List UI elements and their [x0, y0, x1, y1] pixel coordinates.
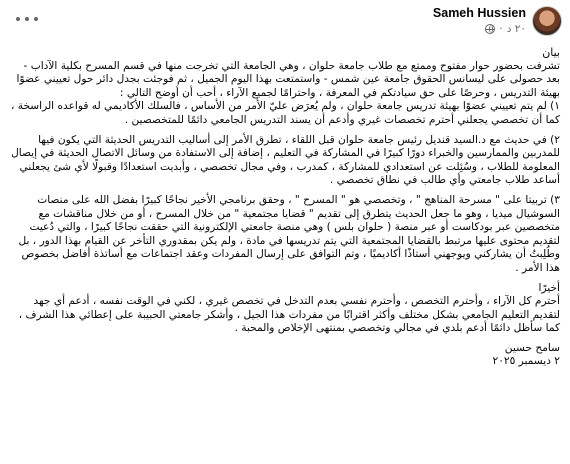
- post-intro: تشرفت بحضور حوار مفتوح وممتع مع طلاب جامعة حلوان ، وهي الجامعة التي تخرجت منها في قسم المسرح بكلية الآداب - بعد حصولى على ليسانس الحقوق جامعة عين شمس - واستمتعت بهذا اليوم الجميل ، ثم فوجئت بجدل دائر حول تعييني عضوًا بهيئة التدريس ، وحرصًا على حق سيادتكم في المعرفة ، واحترامًا لجميع الآراء ، أحب أن أوضح التالي :: [16, 59, 560, 99]
- post-point-1: ١) لم يتم تعييني عضوًا بهيئة تدريس جامعة حلوان ، ولم يُعرَض عليّ الأمر من الأساس ، فالسلك الأكاديمي له قواعده الراسخة ، كما أن تخصصي يجعلني أحترم تخصصات غيري وأدعم أن يسند التدريس الجامعي دائمًا للمتخصصين .: [10, 100, 560, 126]
- signature: سامح حسين: [504, 341, 560, 354]
- post-date: ٢ ديسمبر ٢٠٢٥: [492, 355, 560, 368]
- author-name[interactable]: Sameh Hussien: [432, 6, 526, 20]
- post-point-3: ٣) تربيتا على " مسرحة المناهج " ، وتخصصي هو " المسرح " ، وحقق برنامجي الأخير نجاحًا كبيرًا بفضل الله على منصات السوشيال ميديا ، وهو ما جعل الحديث يتطرق إلى تقديم " قضايا مجتمعية " من خلال المسرح ، أو من خلال مناقشات مع متخصصين عبر بودكاست أو عبر منصة ( حلوان بلس ) وهي منصة جامعتي الإلكترونية التي حققت نجاحًا كبيرًا ، والتي دُعيت لتقديم محتوى عليها مرتبط بالقضايا المجتمعية التي يتم تدريسها في مادة ، ولم يكن بمقدوري التأخر عن القيام بهذا الدور ، بل وطُلِبتُ أن يشاركني ويوجهني أستاذًا أكاديميًا ، وتم التوافق على إرسال المفردات وعقد اجتماعات مع أساتذة أفاضل بخصوص هذا الأمر .: [18, 193, 560, 274]
- post-time[interactable]: ٢٠ د: [506, 23, 526, 35]
- post-meta: [485, 23, 526, 35]
- closing-title: أخيرًا: [538, 281, 560, 294]
- post-body: [8, 46, 560, 369]
- post-closing: أحترم كل الآراء ، وأحترم التخصص ، وأحترم نفسي بعدم التدخل في تخصص غيري ، لكني في الوقت نفسه ، أدعم أي جهد لتقديم التعليم الجامعي بشكل مختلف وأكثر اقترابًا من مفردات هذا الجيل ، وأشكر جامعتي الحبيبة على إعطائي هذا الشرف ، كما سأظل دائمًا أدعم بلدي في مجالي وتخصصي بمنتهى الإخلاص والمحبة .: [18, 295, 560, 335]
- more-horizontal-icon[interactable]: [16, 12, 38, 26]
- globe-icon[interactable]: [485, 24, 495, 34]
- avatar[interactable]: [532, 6, 562, 36]
- post-point-2: ٢) في حديث مع د.السيد قنديل رئيس جامعة حلوان قبل اللقاء ، تطرق الأمر إلى أساليب التدريس الحديثة التي يكون فيها للمدربين والممارسين والخبراء دورًا كبيرًا في المشاركة في التعليم ، إضافة إلى الاستفادة من وسائل الاتصال الحديثة في إيصال المعلومة للطلاب ، وسُئِلت عن استعدادي للمشاركة ، كمدرب ، وفي مجال تخصصي ، وأبديت استعدادًا وقبولًا لأي شئ يجعلني أساعد طلاب جامعتي وأي طالب في نطاق تخصصي .: [11, 133, 560, 187]
- meta-separator: ·: [499, 23, 503, 35]
- post-title: بيان: [542, 46, 560, 59]
- post-header: [0, 4, 570, 44]
